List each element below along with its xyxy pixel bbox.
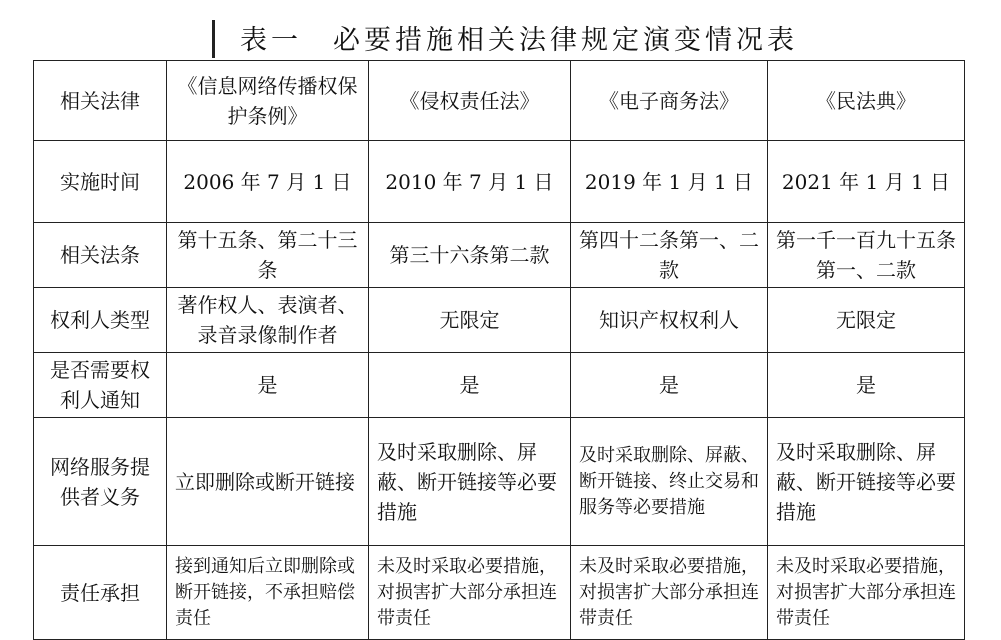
table-cell: 是	[768, 353, 965, 418]
table-row	[34, 288, 965, 353]
table-cell: 2019 年 1 月 1 日	[571, 141, 768, 223]
table-cell: 2010 年 7 月 1 日	[369, 141, 571, 223]
table-cell: 及时采取删除、屏蔽、断开链接等必要措施	[369, 418, 571, 546]
table-row	[34, 546, 965, 640]
row-label: 责任承担	[34, 546, 167, 640]
table-cell: 第三十六条第二款	[369, 223, 571, 288]
table-cell: 是	[571, 353, 768, 418]
table-cell: 未及时采取必要措施，对损害扩大部分承担连带责任	[768, 546, 965, 640]
table-cell: 2021 年 1 月 1 日	[768, 141, 965, 223]
table-cell: 无限定	[369, 288, 571, 353]
table-cell: 著作权人、表演者、录音录像制作者	[167, 288, 369, 353]
table-cell: 及时采取删除、屏蔽、断开链接等必要措施	[768, 418, 965, 546]
table-row	[34, 223, 965, 288]
table-cell: 未及时采取必要措施，对损害扩大部分承担连带责任	[369, 546, 571, 640]
row-label: 权利人类型	[34, 288, 167, 353]
table-cell: 未及时采取必要措施，对损害扩大部分承担连带责任	[571, 546, 768, 640]
table-cell: 《信息网络传播权保护条例》	[167, 61, 369, 141]
table-row	[34, 418, 965, 546]
row-label: 相关法条	[34, 223, 167, 288]
table-cell: 接到通知后立即删除或断开链接，不承担赔偿责任	[167, 546, 369, 640]
table-cell: 立即删除或断开链接	[167, 418, 369, 546]
table-row	[34, 141, 965, 223]
table-cell: 第四十二条第一、二款	[571, 223, 768, 288]
table-row	[34, 353, 965, 418]
table-cell: 第一千一百九十五条第一、二款	[768, 223, 965, 288]
table-cell: 《侵权责任法》	[369, 61, 571, 141]
title-bar-divider	[212, 20, 215, 58]
row-label: 网络服务提供者义务	[34, 418, 167, 546]
row-label: 相关法律	[34, 61, 167, 141]
row-label: 是否需要权利人通知	[34, 353, 167, 418]
table-title: 表一 必要措施相关法律规定演变情况表	[240, 25, 798, 56]
table-cell: 2006 年 7 月 1 日	[167, 141, 369, 223]
table-cell: 《电子商务法》	[571, 61, 768, 141]
table-cell: 《民法典》	[768, 61, 965, 141]
table-cell: 无限定	[768, 288, 965, 353]
table-cell: 知识产权权利人	[571, 288, 768, 353]
table-cell: 是	[167, 353, 369, 418]
table-cell: 是	[369, 353, 571, 418]
row-label: 实施时间	[34, 141, 167, 223]
law-comparison-table	[33, 60, 965, 640]
table-row	[34, 61, 965, 141]
table-cell: 及时采取删除、屏蔽、断开链接、终止交易和服务等必要措施	[571, 418, 768, 546]
table-cell: 第十五条、第二十三条	[167, 223, 369, 288]
